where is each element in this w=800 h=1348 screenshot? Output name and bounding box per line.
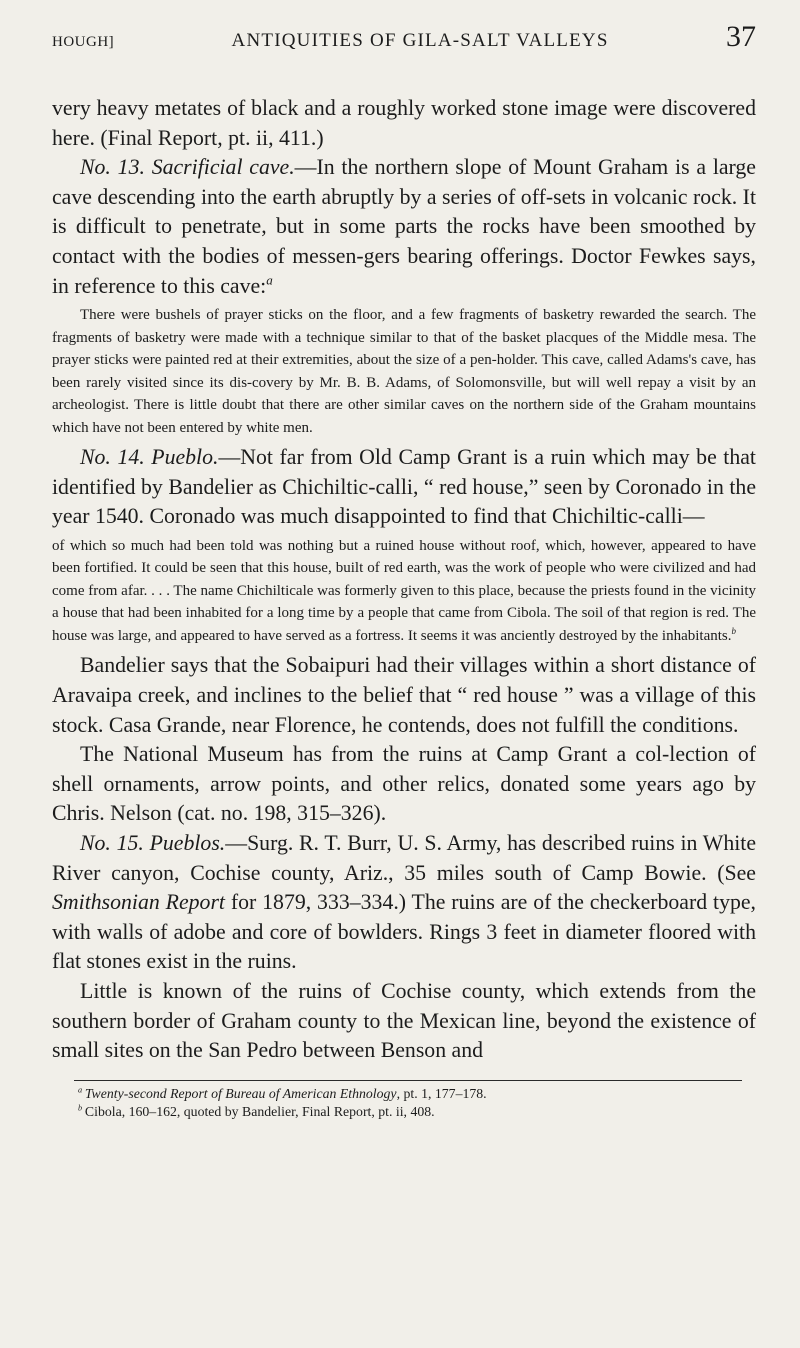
paragraph-text: —In the northern slope of Mount Graham is a large cave descending into the earth abruptly by a series of off-sets in volcanic rock. It is difficult to penetrate, but in some parts the rocks have been smoothed by contact with the bodies of messen-gers bearing offerings. Doctor Fewkes says, in reference to this cave: <box>52 155 756 298</box>
paragraph-text: for 1879, 333–334.) The ruins are of the checkerboard type, with walls of adobe and core of bowlders. Rings 3 feet in diameter floored with flat stones exist in the ruins. <box>52 890 756 974</box>
footnote-divider <box>74 1080 742 1081</box>
running-head-title: ANTIQUITIES OF GILA-SALT VALLEYS <box>231 30 609 51</box>
footnote-mark: b <box>78 1103 83 1113</box>
footnote-a <box>52 1085 756 1103</box>
section-heading-14: No. 14. Pueblo. <box>80 445 219 470</box>
quotation-fewkes: There were bushels of prayer sticks on the floor, and a few fragments of basketry rewarded the search. The fragments of basketry were made with a technique similar to that of the basket placques of the Middle mesa. The prayer sticks were painted red at their extremities, about the size of a pen-holder. This cave, called Adams's cave, has been rarely visited since its dis-covery by Mr. B. B. Adams, of Solomonsville, but will well repay a visit by an archeologist. There is little doubt that there are other similar caves on the northern side of the Graham mountains which have not been entered by white men. <box>52 307 756 436</box>
paragraph-cochise: Little is known of the ruins of Cochise county, which extends from the southern border of Graham county to the Mexican line, beyond the existence of small sites on the San Pedro between Benson and <box>52 978 756 1063</box>
footnote-text: Cibola, 160–162, quoted by Bandelier, Final Report, pt. ii, 408. <box>84 1103 435 1119</box>
section-heading-15: No. 15. Pueblos. <box>80 831 226 855</box>
paragraph-national-museum: The National Museum has from the ruins at Camp Grant a col-lection of shell ornaments, arrow points, and other relics, donated some years ago by Chris. Nelson (cat. no. 198, 315–326). <box>52 742 756 826</box>
running-head <box>52 20 756 68</box>
paragraph-pueblo-14 <box>52 443 756 532</box>
quotation-text: of which so much had been told was nothing but a ruined house without roof, which, however, appeared to have been fortified. It could be seen that this house, built of red earth, was the work of people who were civilized and had come from afar. . . . The name Chichilticale was formerly given to this place, because the priests found in the vicinity a house that had been inhabited for a long time by a people that came from Cibola. The soil of that region is red. The house was large, and appeared to have served as a fortress. It seems it was anciently destroyed by the inhabitants. <box>52 537 756 644</box>
paragraph-sacrificial-cave <box>52 153 756 301</box>
footnote-mark: a <box>78 1085 83 1095</box>
footnote-ref-a: a <box>266 272 273 288</box>
quotation-cibola <box>52 535 756 648</box>
footnote-title: Twenty-second Report of Bureau of American Ethnology <box>84 1085 397 1101</box>
paragraph-bandelier: Bandelier says that the Sobaipuri had their villages within a short distance of Aravaipa creek, and inclines to the belief that “ red house ” was a village of this stock. Casa Grande, near Florence, he contends, does not fulfill the conditions. <box>52 653 756 737</box>
page-number: 37 <box>725 20 756 53</box>
paragraph-metates: very heavy metates of black and a roughly worked stone image were discovered here. (Final Report, pt. ii, 411.) <box>52 96 756 150</box>
footnote-text: , pt. 1, 177–178. <box>396 1085 487 1101</box>
reference-title: Smithsonian Report <box>52 890 225 915</box>
paragraph-text: —Not far from Old Camp Grant is a ruin which may be that identified by Bandelier as Chichiltic-calli, “ red house,” seen by Coronado in the year 1540. Coronado was much disappointed to find that Chichiltic-calli— <box>52 445 756 529</box>
footnote-ref-b: b <box>731 625 737 636</box>
paragraph-pueblos-15 <box>52 829 756 977</box>
paragraph-text: —Surg. R. T. Burr, U. S. Army, has described ruins in White River canyon, Cochise county, Ariz., 35 miles south of Camp Bowie. (See <box>52 831 757 885</box>
book-page <box>52 20 756 1121</box>
section-heading-13: No. 13. Sacrificial cave. <box>80 155 295 180</box>
footnote-b <box>52 1103 756 1121</box>
running-head-author: HOUGH] <box>52 34 115 50</box>
